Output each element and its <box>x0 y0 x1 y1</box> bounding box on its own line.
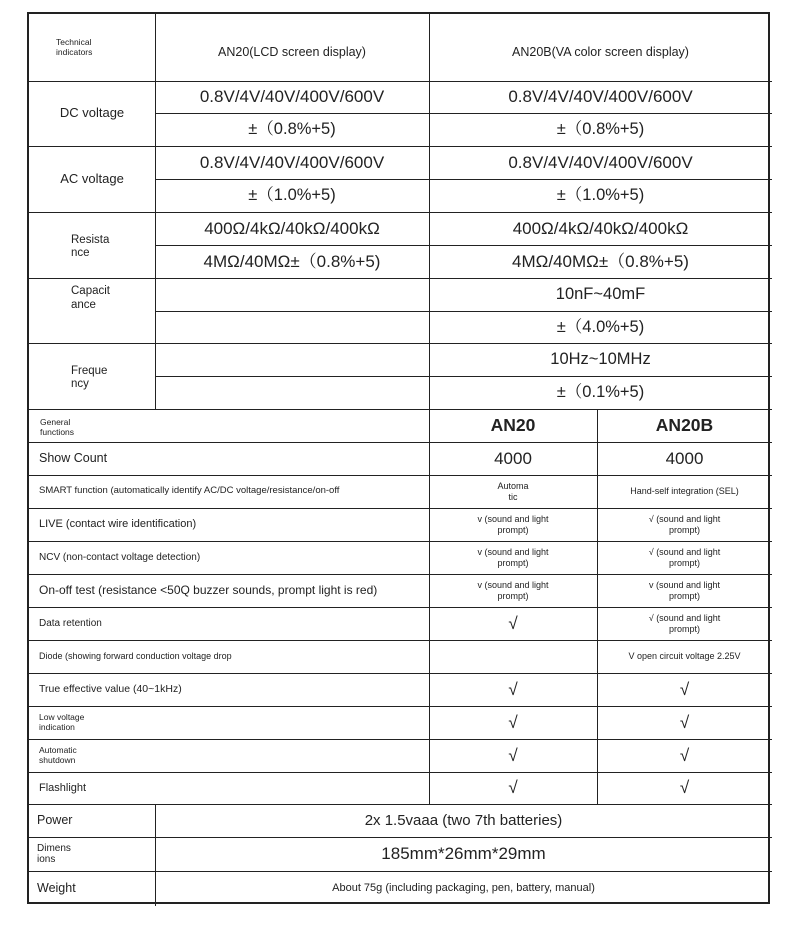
function-2-an20: v (sound and light prompt) <box>477 514 549 535</box>
spec-label-0: DC voltage <box>59 105 125 121</box>
function-name-7: True effective value (40~1kHz) <box>39 683 182 696</box>
function-name-0: Show Count <box>39 451 108 466</box>
functions-label: General functions <box>40 416 75 437</box>
spec-3-row1-an20 <box>155 311 429 343</box>
function-name-2: LIVE (contact wire identification) <box>39 518 197 531</box>
function-name-8: Low voltage indication <box>39 711 85 732</box>
footer-value-0: 2x 1.5vaaa (two 7th batteries) <box>364 811 563 829</box>
spec-4-row0-an20b: 10Hz~10MHz <box>550 350 651 369</box>
header-indicators-label: Technical indicators <box>56 36 93 57</box>
function-10-an20b: √ <box>679 778 690 798</box>
footer-value-1: 185mm*26mm*29mm <box>381 844 546 864</box>
spec-1-row1-an20b: ±（1.0%+5) <box>556 186 645 205</box>
function-1-an20b: Hand-self integration (SEL) <box>630 486 739 497</box>
footer-label-2: Weight <box>37 881 76 896</box>
function-8-an20b: √ <box>679 712 690 732</box>
spec-2-row0-an20: 400Ω/4kΩ/40kΩ/400kΩ <box>204 218 380 238</box>
spec-label-4: Freque ncy <box>71 364 108 390</box>
spec-0-row1-an20b: ±（0.8%+5) <box>556 120 645 139</box>
function-6-an20 <box>429 640 597 673</box>
spec-1-row0-an20b: 0.8V/4V/40V/400V/600V <box>508 152 693 172</box>
spec-0-row1-an20: ±（0.8%+5) <box>248 120 336 139</box>
function-9-an20: √ <box>508 745 518 765</box>
function-3-an20: v (sound and light prompt) <box>477 547 549 568</box>
footer-value-2: About 75g (including packaging, pen, battery, manual) <box>332 882 595 895</box>
functions-an20b-header: AN20B <box>655 415 714 436</box>
function-name-6: Diode (showing forward conduction voltage drop <box>39 651 232 662</box>
function-2-an20b: √ (sound and light prompt) <box>648 514 721 535</box>
function-7-an20: √ <box>508 679 518 699</box>
function-name-10: Flashlight <box>39 781 87 794</box>
spec-3-row1-an20b: ±（4.0%+5) <box>556 317 645 336</box>
function-10-an20: √ <box>508 778 518 798</box>
spec-table <box>27 12 770 904</box>
function-5-an20: √ <box>508 613 518 633</box>
functions-an20-header: AN20 <box>490 415 536 436</box>
spec-4-row1-an20b: ±（0.1%+5) <box>556 383 645 402</box>
function-4-an20b: v (sound and light prompt) <box>648 580 721 601</box>
spec-2-row0-an20b: 400Ω/4kΩ/40kΩ/400kΩ <box>512 218 689 238</box>
function-name-5: Data retention <box>39 617 102 629</box>
function-8-an20: √ <box>508 712 518 732</box>
spec-label-2: Resista nce <box>71 233 110 259</box>
function-name-9: Automatic shutdown <box>39 744 77 765</box>
spec-label-3: Capacit ance <box>71 285 110 311</box>
function-name-1: SMART function (automatically identify AC/DC voltage/resistance/on-off <box>39 485 340 497</box>
footer-label-0: Power <box>37 813 73 828</box>
spec-2-row1-an20b: 4MΩ/40MΩ±（0.8%+5) <box>512 251 689 271</box>
function-4-an20: v (sound and light prompt) <box>477 580 549 601</box>
function-5-an20b: √ (sound and light prompt) <box>648 613 721 634</box>
function-name-3: NCV (non-contact voltage detection) <box>39 551 201 563</box>
spec-label-1: AC voltage <box>60 170 124 186</box>
function-9-an20b: √ <box>679 745 690 765</box>
function-6-an20b: V open circuit voltage 2.25V <box>628 651 741 662</box>
spec-2-row1-an20: 4MΩ/40MΩ±（0.8%+5) <box>203 251 381 271</box>
spec-1-row0-an20: 0.8V/4V/40V/400V/600V <box>199 152 385 172</box>
function-3-an20b: √ (sound and light prompt) <box>648 547 721 568</box>
header-an20-title: AN20(LCD screen display) <box>218 44 366 59</box>
function-7-an20b: √ <box>679 679 690 699</box>
function-name-4: On-off test (resistance <50Q buzzer sounds, prompt light is red) <box>39 582 378 597</box>
spec-3-row0-an20b: 10nF~40mF <box>555 285 646 304</box>
spec-4-row1-an20 <box>155 376 429 409</box>
spec-1-row1-an20: ±（1.0%+5) <box>248 186 336 205</box>
spec-0-row0-an20: 0.8V/4V/40V/400V/600V <box>199 87 385 107</box>
spec-0-row0-an20b: 0.8V/4V/40V/400V/600V <box>508 87 693 107</box>
header-an20b-title: AN20B(VA color screen display) <box>512 44 689 59</box>
footer-label-1: Dimens ions <box>37 842 71 865</box>
function-0-an20b: 4000 <box>665 448 704 468</box>
function-1-an20: Automa tic <box>497 481 529 502</box>
spec-3-row0-an20 <box>155 278 429 311</box>
function-0-an20: 4000 <box>494 448 532 468</box>
spec-4-row0-an20 <box>155 343 429 376</box>
